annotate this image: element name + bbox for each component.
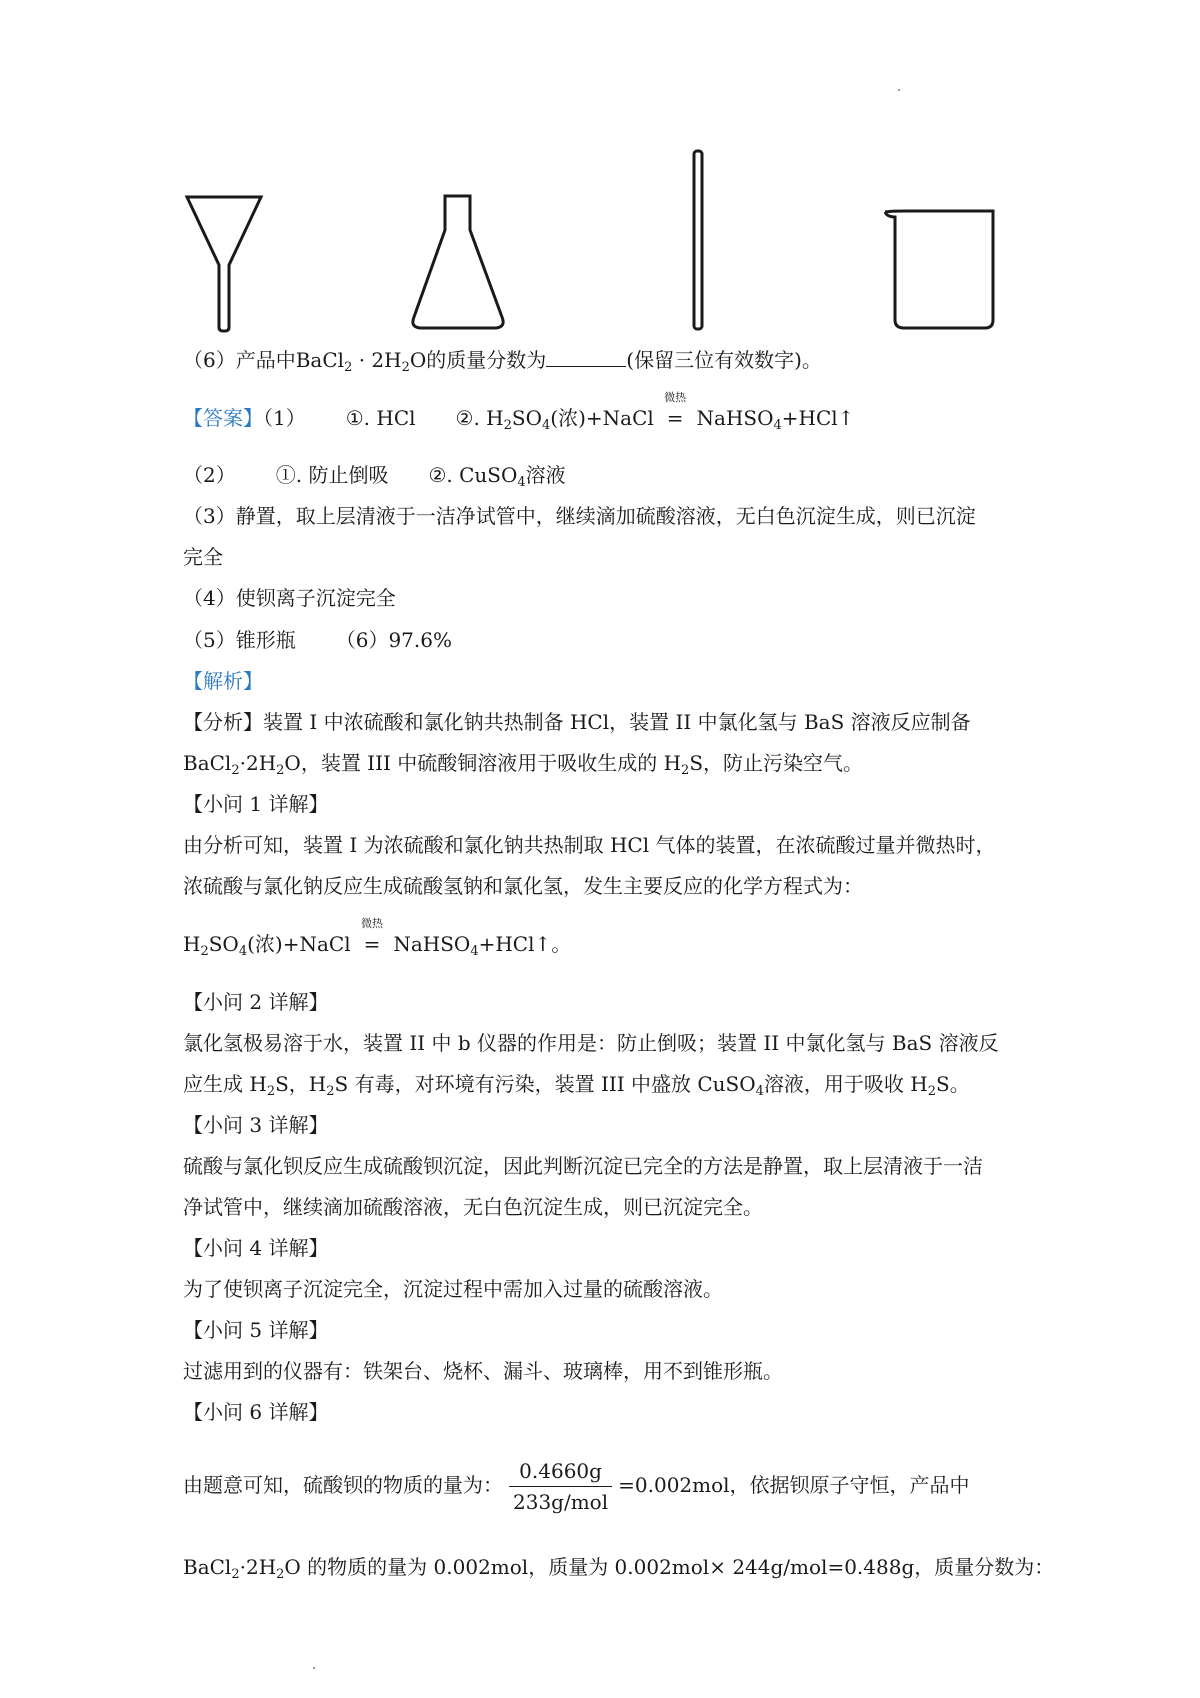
answer-tag: 【答案】 [183, 406, 263, 430]
sub-question-1-text-1: 由分析可知，装置 I 为浓硫酸和氯化钠共热制取 HCl 气体的装置，在浓硫酸过量并微热时， [183, 833, 996, 857]
sub-question-1-equation: $H_2SO_4$(浓)+NaCl 微热 = NaHSO$_4$+HCl↑。 [183, 917, 572, 959]
reaction-condition: 微热 = [360, 917, 383, 956]
analysis-intro-2: $BaCl_2\cdot 2H_2O$，装置 III 中硫酸铜溶液用于吸收生成的 $H_2S$，防止污染空气。 [183, 751, 864, 778]
sub-question-6-text-1: 由题意可知，硫酸钡的物质的量为： $\frac{0.4660g}{\text{233g/mol}}$ =0.002mol，依据钡原子守恒，产品中 [183, 1459, 970, 1514]
sub-question-6-heading: 【小问 6 详解】 [183, 1400, 329, 1424]
beaker-icon [885, 211, 993, 328]
sub-question-4-heading: 【小问 4 详解】 [183, 1236, 329, 1260]
sub-question-6-text-2: $BaCl_2\cdot 2H_2O$ 的物质的量为 0.002mol，质量为 0.002mol× 244g/mol=0.488g，质量分数为： [183, 1555, 1055, 1582]
answer-line-4: （4）使钡离子沉淀完全 [183, 586, 396, 610]
sub-question-5-text: 过滤用到的仪器有：铁架台、烧杯、漏斗、玻璃棒，用不到锥形瓶。 [183, 1359, 783, 1383]
analysis-tag: 【解析】 [183, 669, 263, 693]
scan-speck [898, 89, 900, 91]
fraction: $\frac{0.4660g}{\text{233g/mol}}$ [509, 1458, 612, 1515]
answer-line-3b: 完全 [183, 545, 223, 569]
sub-question-3-text-2: 净试管中，继续滴加硫酸溶液，无白色沉淀生成，则已沉淀完全。 [183, 1195, 763, 1219]
apparatus-illustration [175, 145, 1015, 345]
sub-question-1-heading: 【小问 1 详解】 [183, 792, 329, 816]
glass-rod-icon [694, 151, 702, 329]
conical-flask-icon [413, 196, 503, 328]
sub-question-3-heading: 【小问 3 详解】 [183, 1113, 329, 1137]
sub-question-2-text-1: 氯化氢极易溶于水，装置 II 中 b 仪器的作用是：防止倒吸；装置 II 中氯化氢与 BaS 溶液反 [183, 1031, 999, 1055]
analysis-intro-1: 【分析】装置 I 中浓硫酸和氯化钠共热制备 HCl，装置 II 中氯化氢与 BaS 溶液反应制备 [183, 710, 971, 734]
answer-blank [546, 348, 626, 367]
sub-question-3-text-1: 硫酸与氯化钡反应生成硫酸钡沉淀，因此判断沉淀已完全的方法是静置，取上层清液于一洁 [183, 1154, 983, 1178]
answer-line-2: （2） ①. 防止倒吸 ②. CuSO$_4$溶液 [183, 463, 566, 490]
scan-speck [313, 1667, 315, 1669]
sub-question-2-heading: 【小问 2 详解】 [183, 990, 329, 1014]
question-6: （6）产品中BaCl$_2$ · $2H_2O$的质量分数为 (保留三位有效数字)。 [183, 348, 822, 375]
sub-question-1-text-2: 浓硫酸与氯化钠反应生成硫酸氢钠和氯化氢，发生主要反应的化学方程式为： [183, 874, 863, 898]
answer-line-3a: （3）静置，取上层清液于一洁净试管中，继续滴加硫酸溶液，无白色沉淀生成，则已沉淀 [183, 504, 976, 528]
answer-line-5-6: （5）锥形瓶 （6）97.6% [183, 628, 452, 652]
funnel-icon [187, 197, 261, 331]
sub-question-2-text-2: 应生成 $H_2S$，$H_2S$ 有毒，对环境有污染，装置 III 中盛放 CuSO$_4$溶液，用于吸收 $H_2S$。 [183, 1072, 970, 1099]
answer-line-1: 【答案】（1） ①. HCl ②. $H_2SO_4$(浓)+NaCl 微热 = NaHSO$_4$+HCl↑ [183, 391, 855, 433]
sub-question-5-heading: 【小问 5 详解】 [183, 1318, 329, 1342]
reaction-condition: 微热 = [664, 391, 687, 430]
sub-question-4-text: 为了使钡离子沉淀完全，沉淀过程中需加入过量的硫酸溶液。 [183, 1277, 723, 1301]
